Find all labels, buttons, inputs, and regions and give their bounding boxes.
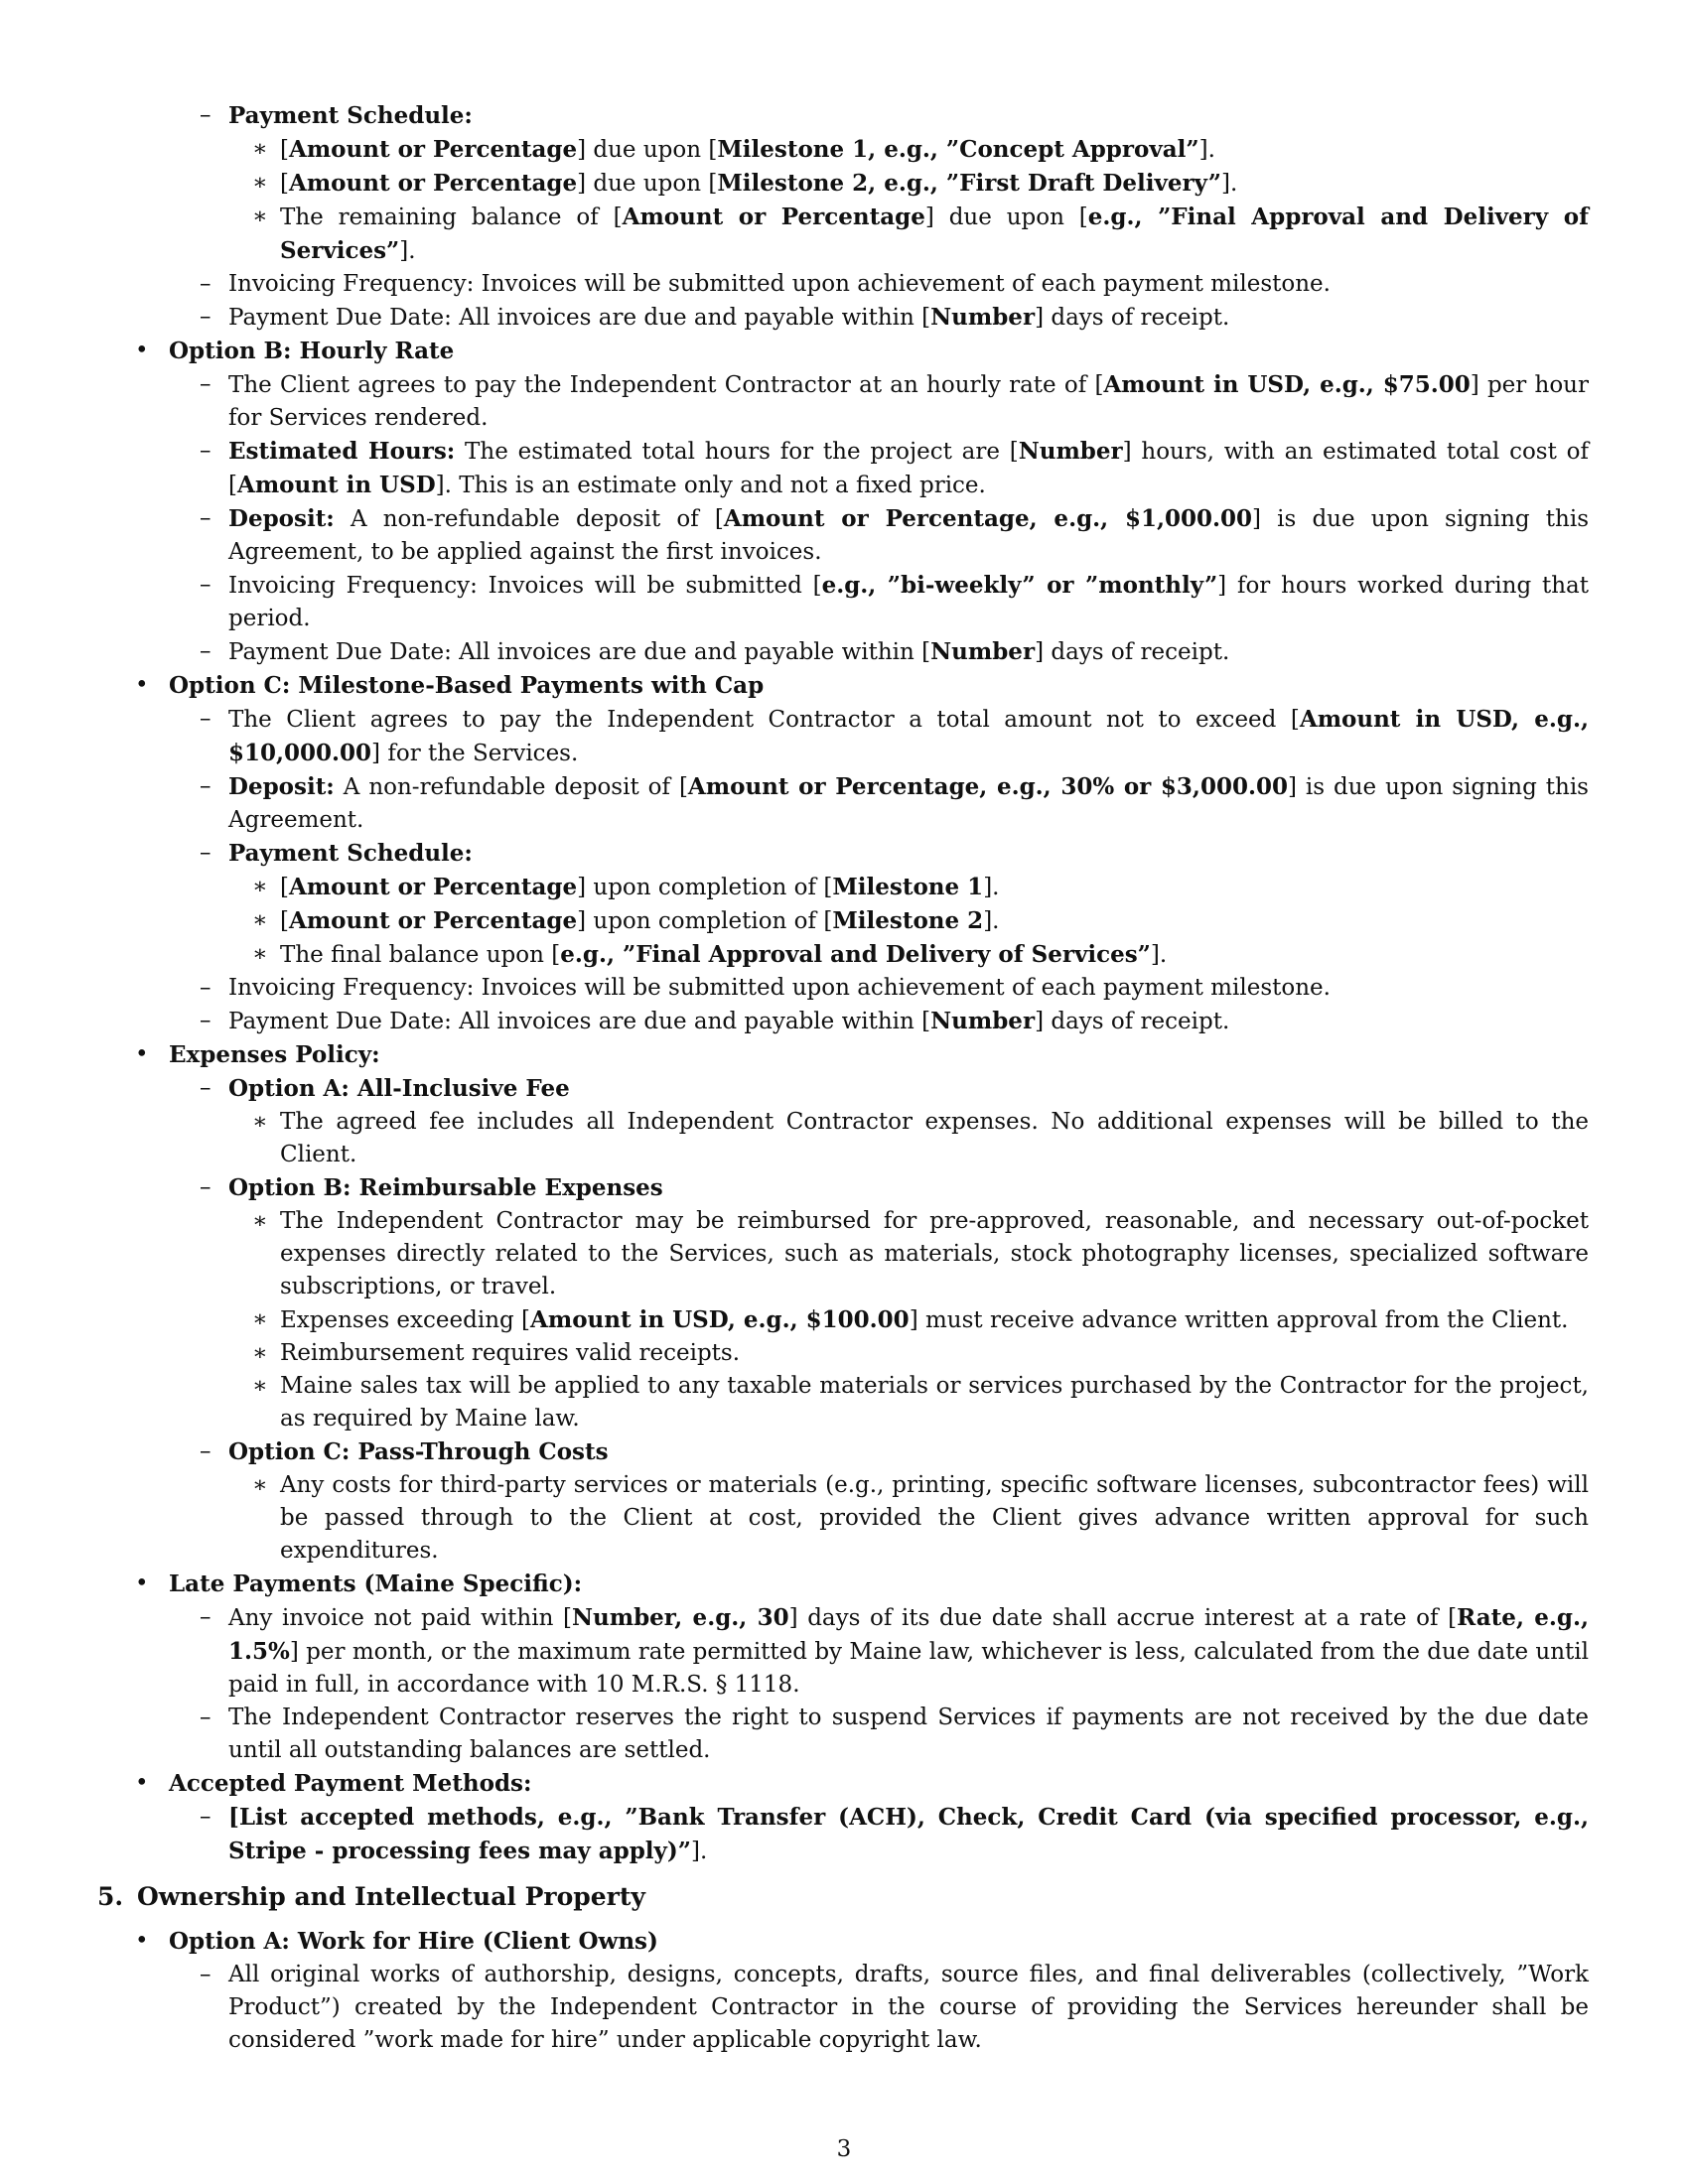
text-run: ] per month, or the maximum rate permitted by Maine law, whichever is less, calculated from the due date until paid in full, in accordance with 10 M.R.S. § 1118.	[228, 1639, 1589, 1698]
text-run: ] days of its due date shall accrue interest at a rate of [	[788, 1605, 1458, 1631]
list-item-text	[280, 1303, 1589, 1337]
dash-marker: –	[200, 1438, 211, 1464]
bold-text: Option A: Work for Hire (Client Owns)	[169, 1928, 658, 1955]
text-run: ].	[983, 875, 1000, 900]
bold-text: Amount or Percentage, e.g., 30% or $3,000.00	[687, 773, 1288, 800]
list-item	[97, 99, 1589, 133]
bold-text: Amount in USD, e.g., $100.00	[530, 1306, 910, 1333]
list-item-text	[280, 1469, 1589, 1568]
list-item-text	[228, 837, 1589, 871]
text-run: Maine sales tax will be applied to any taxable materials or services purchased by the Contractor for the project, as required by Maine law.	[280, 1373, 1589, 1432]
list-item-text	[228, 972, 1589, 1005]
text-run: The Client agrees to pay the Independent Contractor at an hourly rate of [	[228, 372, 1104, 398]
text-run: ] is due upon signing this Agreement, to be applied against the first invoices.	[228, 506, 1589, 565]
text-run: ] days of receipt.	[1035, 305, 1230, 331]
text-run: ] due upon [	[577, 171, 718, 197]
list-item	[97, 1801, 1589, 1868]
dash-marker: –	[200, 1962, 211, 1987]
dash-marker: –	[200, 102, 211, 128]
list-item-text	[228, 569, 1589, 635]
dash-marker: –	[200, 304, 211, 330]
list-item-text	[228, 1072, 1589, 1106]
bold-text: Number	[930, 304, 1036, 331]
star-marker: ∗	[252, 1340, 268, 1366]
bold-text: Late Payments (Maine Specific):	[169, 1570, 583, 1597]
dash-marker: –	[200, 638, 211, 664]
text-run: ].	[691, 1839, 708, 1864]
text-run: Invoicing Frequency: Invoices will be submitted [	[228, 573, 822, 599]
text-run: ] hours, with an estimated total cost of [	[228, 439, 1590, 498]
text-run: Any invoice not paid within [	[228, 1605, 572, 1631]
list-item-text	[137, 1880, 1589, 1913]
text-run: Any costs for third-party services or materials (e.g., printing, specific software licenses, subcontractor fees) will be passed through to the Client at cost, provided the Client gives advance written approval for such expenditures.	[280, 1472, 1589, 1564]
text-run: Payment Due Date: All invoices are due and payable within [	[228, 1009, 931, 1034]
list-item-text	[228, 770, 1589, 837]
text-run: The final balance upon [	[280, 942, 561, 968]
list-item-text	[280, 904, 1589, 938]
list-item-text	[280, 167, 1589, 201]
star-marker: ∗	[252, 1306, 268, 1332]
dash-marker: –	[200, 1174, 211, 1200]
text-run: ] must receive advance written approval from the Client.	[909, 1307, 1569, 1333]
bold-text: Option B: Hourly Rate	[169, 338, 455, 364]
text-run: ].	[1150, 942, 1168, 968]
list-item-text	[228, 1959, 1589, 2057]
text-run: ]. This is an estimate only and not a fixed price.	[435, 473, 986, 498]
list-item-text	[169, 1767, 1589, 1801]
list-item	[97, 938, 1589, 972]
bold-text: Amount in USD, e.g., $10,000.00	[228, 706, 1589, 766]
star-marker: ∗	[252, 1208, 268, 1234]
dash-marker: –	[200, 1705, 211, 1730]
list-item-text	[228, 635, 1589, 669]
list-item	[97, 837, 1589, 871]
list-item-text	[228, 502, 1589, 569]
list-item	[97, 1601, 1589, 1702]
dash-marker: –	[200, 975, 211, 1001]
text-run: A non-refundable deposit of [	[334, 506, 724, 532]
bold-text: Amount or Percentage	[288, 136, 578, 163]
bold-text: Milestone 2	[832, 907, 984, 934]
star-marker: ∗	[252, 907, 268, 933]
bold-text: Estimated Hours:	[228, 438, 456, 465]
list-item	[97, 569, 1589, 635]
bold-text: Deposit:	[228, 773, 335, 800]
text-run: ] upon completion of [	[577, 875, 833, 900]
bullet-marker: •	[135, 1570, 149, 1596]
list-item	[97, 1435, 1589, 1469]
section-number: 5.	[97, 1882, 124, 1911]
text-run: A non-refundable deposit of [	[334, 774, 688, 800]
text-run: Expenses exceeding [	[280, 1307, 531, 1333]
list-item	[97, 502, 1589, 569]
list-item	[97, 335, 1589, 368]
star-marker: ∗	[252, 170, 268, 196]
list-item	[97, 1038, 1589, 1072]
text-run: ] is due upon signing this Agreement.	[228, 774, 1589, 833]
text-run: The remaining balance of [	[280, 205, 623, 230]
list-item	[97, 133, 1589, 167]
star-marker: ∗	[252, 1109, 268, 1135]
bullet-marker: •	[135, 1041, 149, 1067]
list-item	[97, 1767, 1589, 1801]
dash-marker: –	[200, 1804, 211, 1830]
list-item	[97, 301, 1589, 335]
star-marker: ∗	[252, 941, 268, 967]
bold-text: Option C: Milestone-Based Payments with Cap	[169, 672, 765, 699]
list-item-text	[228, 1601, 1589, 1702]
list-item-text	[280, 201, 1589, 268]
bold-text: Ownership and Intellectual Property	[137, 1882, 645, 1911]
text-run: Invoicing Frequency: Invoices will be submitted upon achievement of each payment milestone.	[228, 975, 1331, 1001]
dash-marker: –	[200, 840, 211, 866]
list-item-text	[228, 368, 1589, 435]
bold-text: Rate, e.g., 1.5%	[228, 1604, 1589, 1665]
page-number: 3	[836, 2136, 852, 2162]
list-item-text	[280, 133, 1589, 167]
list-item-text	[280, 1106, 1589, 1171]
list-item-text	[228, 99, 1589, 133]
dash-marker: –	[200, 271, 211, 297]
text-run: ].	[399, 238, 416, 264]
list-item	[97, 1106, 1589, 1171]
bold-text: Number	[1018, 438, 1123, 465]
text-run: ] upon completion of [	[577, 908, 833, 934]
list-item	[97, 904, 1589, 938]
text-run: ] days of receipt.	[1035, 639, 1230, 665]
bullet-marker: •	[135, 338, 149, 363]
dash-marker: –	[200, 706, 211, 732]
dash-marker: –	[200, 505, 211, 531]
list-item	[97, 635, 1589, 669]
bold-text: Amount or Percentage	[622, 204, 925, 230]
text-run: ] for hours worked during that period.	[228, 573, 1589, 631]
bold-text: Milestone 1	[832, 874, 984, 900]
bold-text: Accepted Payment Methods:	[169, 1770, 532, 1797]
bold-text: Milestone 1, e.g., ”Concept Approval”	[717, 136, 1199, 163]
bold-text: Milestone 2, e.g., ”First Draft Delivery”	[717, 170, 1222, 197]
star-marker: ∗	[252, 204, 268, 229]
list-item	[97, 871, 1589, 904]
list-item-text	[280, 871, 1589, 904]
bold-text: [List accepted methods, e.g., ”Bank Transfer (ACH), Check, Credit Card (via specified processor, e.g., Stripe - processing fees may apply)”	[228, 1804, 1589, 1864]
list-item	[97, 1702, 1589, 1767]
list-item-text	[228, 268, 1589, 301]
text-run: ] due upon [	[924, 205, 1088, 230]
list-item-text	[169, 669, 1589, 703]
list-item	[97, 1469, 1589, 1568]
list-item	[97, 435, 1589, 502]
list-item-text	[228, 1801, 1589, 1868]
text-run: The agreed fee includes all Independent Contractor expenses. No additional expenses will be billed to the Client.	[280, 1109, 1589, 1167]
text-run: ] due upon [	[577, 137, 718, 163]
bullet-marker: •	[135, 1928, 149, 1954]
list-item	[97, 669, 1589, 703]
text-run: ].	[1198, 137, 1215, 163]
bold-text: Expenses Policy:	[169, 1041, 380, 1068]
list-item	[97, 1337, 1589, 1370]
dash-marker: –	[200, 438, 211, 464]
text-run: Payment Due Date: All invoices are due and payable within [	[228, 639, 931, 665]
list-item	[97, 1925, 1589, 1959]
text-run: [	[280, 171, 289, 197]
bold-text: Option A: All-Inclusive Fee	[228, 1075, 570, 1102]
text-run: The Independent Contractor reserves the right to suspend Services if payments are not received by the due date until all outstanding balances are settled.	[228, 1705, 1589, 1763]
bold-text: Option C: Pass-Through Costs	[228, 1438, 609, 1465]
bold-text: e.g., ”Final Approval and Delivery of Services”	[560, 941, 1151, 968]
star-marker: ∗	[252, 136, 268, 162]
bold-text: Number, e.g., 30	[572, 1604, 789, 1631]
bullet-marker: •	[135, 1770, 149, 1796]
list-item	[97, 1959, 1589, 2057]
bold-text: Option B: Reimbursable Expenses	[228, 1174, 663, 1201]
dash-marker: –	[200, 1604, 211, 1630]
bold-text: e.g., ”Final Approval and Delivery of Services”	[280, 204, 1589, 264]
list-item-text	[228, 703, 1589, 770]
list-item-text	[169, 335, 1589, 368]
star-marker: ∗	[252, 874, 268, 899]
star-marker: ∗	[252, 1373, 268, 1399]
text-run: [	[280, 875, 289, 900]
list-item	[97, 1171, 1589, 1205]
list-item-text	[228, 1005, 1589, 1038]
document-body	[97, 99, 1589, 2057]
text-run: Reimbursement requires valid receipts.	[280, 1340, 741, 1366]
bold-text: Number	[930, 1008, 1036, 1034]
text-run: ] per hour for Services rendered.	[228, 372, 1589, 431]
text-run: ].	[983, 908, 1000, 934]
text-run: [	[280, 908, 289, 934]
text-run: ] days of receipt.	[1035, 1009, 1230, 1034]
bold-text: Number	[930, 638, 1036, 665]
bold-text: Amount or Percentage	[288, 874, 578, 900]
section-heading	[97, 1880, 1589, 1913]
list-item-text	[228, 435, 1589, 502]
text-run: The Independent Contractor may be reimbursed for pre-approved, reasonable, and necessary out-of-pocket expenses directly related to the Services, such as materials, stock photography licenses, specialized software subscriptions, or travel.	[280, 1208, 1589, 1299]
dash-marker: –	[200, 1008, 211, 1033]
list-item	[97, 368, 1589, 435]
dash-marker: –	[200, 773, 211, 799]
list-item-text	[228, 1435, 1589, 1469]
list-item	[97, 1568, 1589, 1601]
list-item-text	[169, 1568, 1589, 1601]
text-run: Payment Due Date: All invoices are due and payable within [	[228, 305, 931, 331]
bold-text: Deposit:	[228, 505, 335, 532]
list-item-text	[169, 1038, 1589, 1072]
list-item	[97, 1370, 1589, 1435]
list-item-text	[280, 1205, 1589, 1303]
list-item	[97, 201, 1589, 268]
bold-text: Amount or Percentage, e.g., $1,000.00	[723, 505, 1253, 532]
bold-text: e.g., ”bi-weekly” or ”monthly”	[821, 572, 1218, 599]
list-item	[97, 268, 1589, 301]
text-run: ].	[1221, 171, 1238, 197]
bold-text: Payment Schedule:	[228, 102, 473, 129]
text-run: The Client agrees to pay the Independent Contractor a total amount not to exceed [	[228, 707, 1300, 733]
list-item-text	[169, 1925, 1589, 1959]
text-run: The estimated total hours for the project are [	[455, 439, 1019, 465]
list-item	[97, 1205, 1589, 1303]
list-item-text	[280, 1370, 1589, 1435]
dash-marker: –	[200, 572, 211, 598]
dash-marker: –	[200, 371, 211, 397]
list-item-text	[280, 1337, 1589, 1370]
list-item	[97, 1005, 1589, 1038]
text-run: All original works of authorship, designs, concepts, drafts, source files, and final deliverables (collectively, ”Work Product”) created by the Independent Contractor in the course of providing the Services hereunder shall be considered ”work made for hire” under applicable copyright law.	[228, 1962, 1589, 2053]
list-item	[97, 167, 1589, 201]
star-marker: ∗	[252, 1472, 268, 1498]
list-item	[97, 1303, 1589, 1337]
list-item	[97, 1072, 1589, 1106]
bold-text: Payment Schedule:	[228, 840, 473, 867]
list-item	[97, 703, 1589, 770]
text-run: Invoicing Frequency: Invoices will be submitted upon achievement of each payment milestone.	[228, 271, 1331, 297]
bullet-marker: •	[135, 672, 149, 698]
list-item-text	[228, 1702, 1589, 1767]
bold-text: Amount in USD, e.g., $75.00	[1103, 371, 1471, 398]
list-item-text	[228, 1171, 1589, 1205]
bold-text: Amount or Percentage	[288, 907, 578, 934]
list-item	[97, 770, 1589, 837]
list-item-text	[280, 938, 1589, 972]
list-item	[97, 972, 1589, 1005]
dash-marker: –	[200, 1075, 211, 1101]
text-run: [	[280, 137, 289, 163]
bold-text: Amount or Percentage	[288, 170, 578, 197]
bold-text: Amount in USD	[236, 472, 436, 498]
list-item-text	[228, 301, 1589, 335]
text-run: ] for the Services.	[371, 741, 579, 766]
